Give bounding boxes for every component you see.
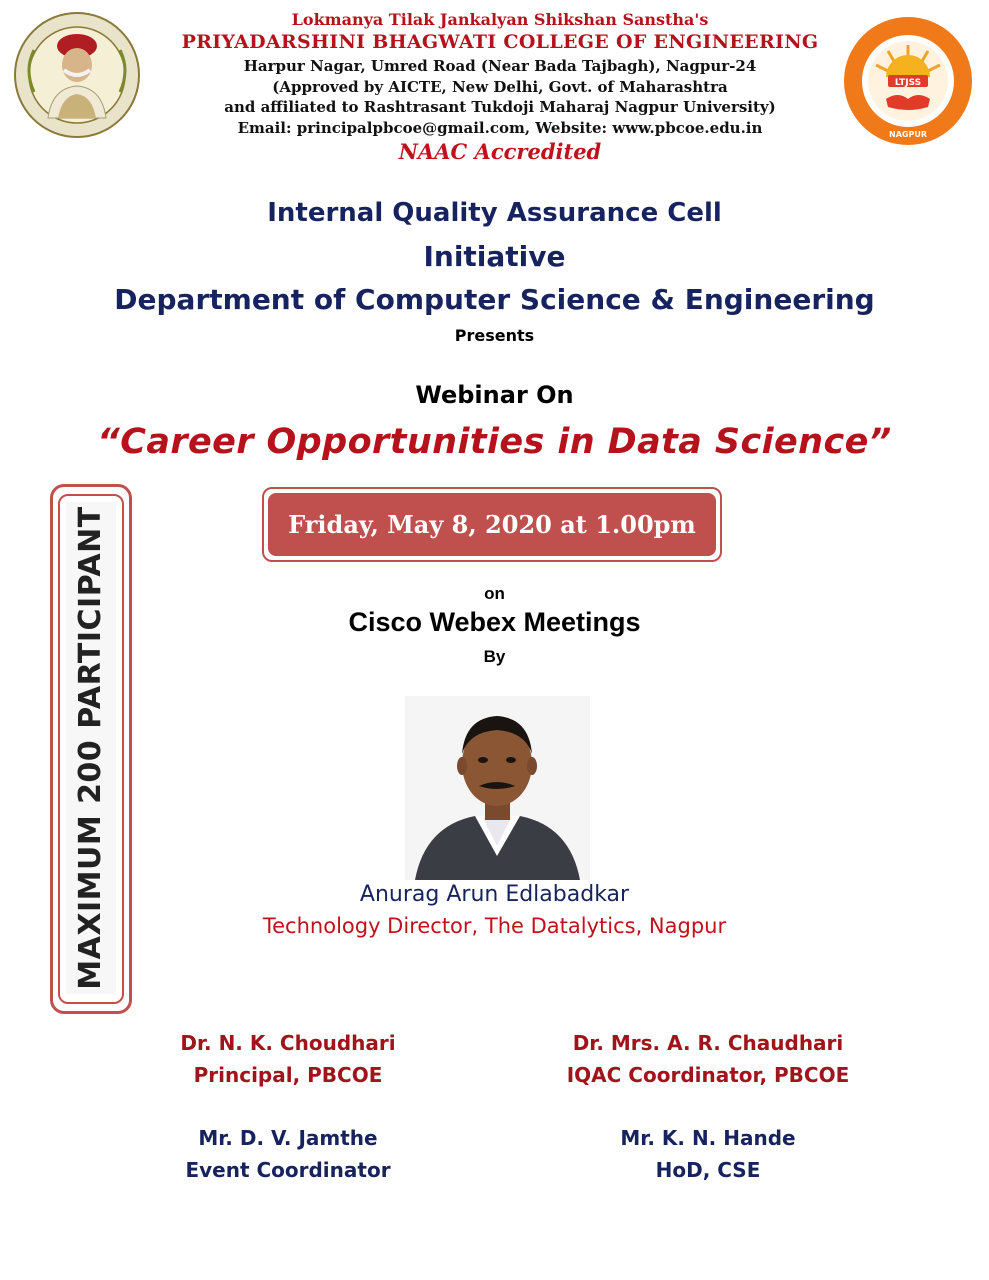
iqac-coordinator-role: IQAC Coordinator, PBCOE: [566, 1063, 850, 1087]
approval-line: (Approved by AICTE, New Delhi, Govt. of Maharashtra: [272, 78, 728, 96]
initiative-title: Initiative: [423, 240, 566, 273]
sanstha-name: Lokmanya Tilak Jankalyan Shikshan Sanstha's: [291, 10, 709, 29]
event-coordinator-name: Mr. D. V. Jamthe: [198, 1126, 378, 1150]
speaker-photo: [405, 696, 590, 880]
college-address: Harpur Nagar, Umred Road (Near Bada Tajbagh), Nagpur-24: [243, 57, 757, 75]
college-logo: [842, 15, 974, 147]
platform-name: Cisco Webex Meetings: [348, 607, 641, 637]
contact-line: Email: principalpbcoe@gmail.com, Website: www.pbcoe.edu.in: [237, 119, 763, 137]
hod-role: HoD, CSE: [655, 1158, 761, 1182]
webinar-topic: “Career Opportunities in Data Science”: [97, 422, 892, 462]
hod-name: Mr. K. N. Hande: [620, 1126, 796, 1150]
event-coordinator-role: Event Coordinator: [185, 1158, 391, 1182]
webinar-label: Webinar On: [415, 381, 574, 409]
on-label: on: [484, 584, 505, 603]
speaker-title: Technology Director, The Datalytics, Nagpur: [262, 914, 727, 938]
principal-role: Principal, PBCOE: [193, 1063, 383, 1087]
iqac-coordinator-name: Dr. Mrs. A. R. Chaudhari: [572, 1031, 844, 1055]
svg-text:NAGPUR: NAGPUR: [889, 130, 927, 139]
presents-label: Presents: [454, 326, 535, 345]
department-title: Department of Computer Science & Engineering: [114, 283, 875, 316]
date-banner: Friday, May 8, 2020 at 1.00pm: [268, 493, 716, 556]
speaker-name: Anurag Arun Edlabadkar: [359, 882, 630, 907]
capacity-text: MAXIMUM 200 PARTICIPANT: [73, 506, 108, 990]
sanstha-logo: [12, 10, 142, 140]
affiliation-line: and affiliated to Rashtrasant Tukdoji Maharaj Nagpur University): [224, 98, 776, 116]
naac-accreditation: NAAC Accredited: [398, 139, 602, 164]
organizer-title: Internal Quality Assurance Cell: [267, 198, 722, 228]
svg-text:LTJSS: LTJSS: [894, 78, 922, 88]
college-name: PRIYADARSHINI BHAGWATI COLLEGE OF ENGINEERING: [181, 31, 819, 53]
principal-name: Dr. N. K. Choudhari: [180, 1031, 396, 1055]
by-label: By: [483, 647, 506, 666]
